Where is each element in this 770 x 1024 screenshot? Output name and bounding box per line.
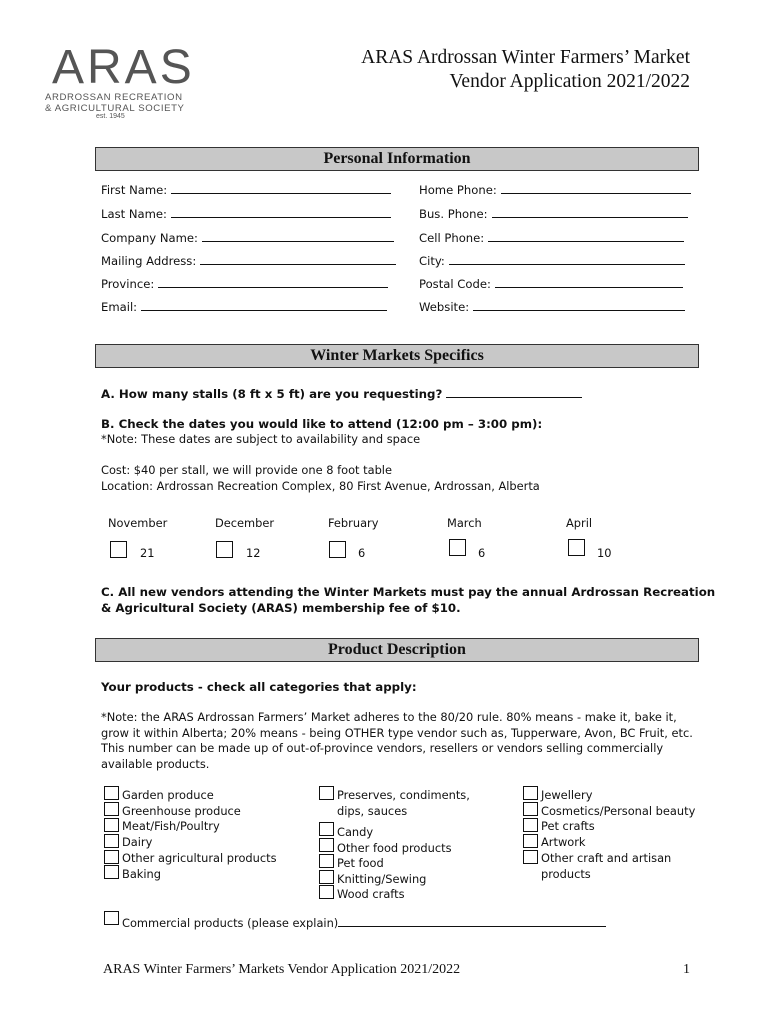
day-dec: 12 [246, 546, 261, 560]
date-checkbox-nov-21[interactable] [110, 541, 127, 558]
province-field[interactable] [101, 275, 388, 291]
question-c-line1: C. All new vendors attending the Winter Markets must pay the annual Ardrossan Recreation [101, 585, 716, 599]
home-phone-line[interactable] [501, 181, 691, 194]
personal-info-heading: Personal Information [95, 147, 699, 171]
email-label: Email: [101, 300, 138, 314]
first-name-label: First Name: [101, 183, 168, 197]
question-c-line2: & Agricultural Society (ARAS) membership fee of $10. [101, 600, 461, 615]
footer-text: ARAS Winter Farmers’ Markets Vendor Application 2021/2022 [103, 962, 461, 977]
province-label: Province: [101, 277, 155, 291]
checkbox-commercial[interactable] [104, 911, 119, 925]
postal-code-label: Postal Code: [419, 277, 491, 291]
label-commercial: Commercial products (please explain) [122, 916, 339, 930]
checkbox-knitting-sewing[interactable] [319, 870, 334, 884]
first-name-field[interactable] [101, 181, 391, 197]
website-field[interactable] [419, 298, 685, 314]
month-february: February [328, 516, 379, 530]
last-name-label: Last Name: [101, 207, 167, 221]
checkbox-pet-crafts[interactable] [523, 818, 538, 832]
label-candy: Candy [337, 825, 374, 839]
postal-code-line[interactable] [495, 275, 683, 288]
stalls-count-line[interactable] [446, 385, 582, 398]
location-text: Location: Ardrossan Recreation Complex, 80 First Avenue, Ardrossan, Alberta [101, 479, 540, 493]
date-checkbox-mar-6[interactable] [449, 539, 466, 556]
checkbox-jewellery[interactable] [523, 786, 538, 800]
rule-note [101, 710, 693, 772]
day-feb: 6 [358, 546, 366, 560]
label-other-craft-line1: Other craft and artisan [541, 851, 672, 865]
label-greenhouse-produce: Greenhouse produce [122, 804, 241, 818]
products-instruction: Your products - check all categories that apply: [101, 680, 417, 694]
question-a [101, 385, 582, 401]
date-checkbox-dec-12[interactable] [216, 541, 233, 558]
label-preserves-line2: dips, sauces [337, 803, 408, 818]
mailing-address-field[interactable] [101, 252, 396, 268]
last-name-field[interactable] [101, 205, 391, 221]
month-december: December [215, 516, 275, 530]
checkbox-other-agricultural[interactable] [104, 850, 119, 864]
month-march: March [447, 516, 482, 530]
province-line[interactable] [158, 275, 388, 288]
label-other-craft [541, 851, 671, 882]
website-line[interactable] [473, 298, 685, 311]
company-name-line[interactable] [202, 229, 394, 242]
question-a-text: A. How many stalls (8 ft x 5 ft) are you requesting? [101, 387, 443, 401]
rule-note-line4: available products. [101, 756, 210, 771]
day-apr: 10 [597, 546, 612, 560]
label-meat-fish-poultry: Meat/Fish/Poultry [122, 819, 220, 833]
month-april: April [566, 516, 593, 530]
label-other-agricultural: Other agricultural products [122, 851, 277, 865]
label-cosmetics: Cosmetics/Personal beauty [541, 804, 696, 818]
checkbox-preserves[interactable] [319, 786, 334, 800]
winter-markets-heading: Winter Markets Specifics [95, 344, 699, 368]
question-c [101, 585, 715, 616]
company-name-label: Company Name: [101, 231, 198, 245]
label-artwork: Artwork [541, 835, 586, 849]
label-preserves-line1: Preserves, condiments, [337, 788, 470, 802]
label-dairy: Dairy [122, 835, 153, 849]
aras-logo: ARAS [52, 41, 195, 94]
email-line[interactable] [141, 298, 387, 311]
postal-code-field[interactable] [419, 275, 683, 291]
title-line2: Vendor Application 2021/2022 [449, 71, 690, 92]
checkbox-other-food[interactable] [319, 838, 334, 852]
rule-note-line2: grow it within Alberta; 20% means - being OTHER type vendor such as, Tupperware, Avon, BC Fruit, etc. [101, 725, 693, 740]
last-name-line[interactable] [171, 205, 391, 218]
website-label: Website: [419, 300, 470, 314]
checkbox-garden-produce[interactable] [104, 786, 119, 800]
cell-phone-line[interactable] [488, 229, 684, 242]
label-pet-food: Pet food [337, 856, 384, 870]
day-nov: 21 [140, 546, 155, 560]
label-other-food: Other food products [337, 841, 452, 855]
label-wood-crafts: Wood crafts [337, 887, 405, 901]
cell-phone-label: Cell Phone: [419, 231, 485, 245]
city-field[interactable] [419, 252, 685, 268]
label-other-craft-line2: products [541, 866, 591, 881]
first-name-line[interactable] [171, 181, 391, 194]
label-knitting-sewing: Knitting/Sewing [337, 872, 427, 886]
rule-note-line3: This number can be made up of out-of-province vendors, resellers or vendors selling commercially [101, 741, 664, 756]
question-b: B. Check the dates you would like to attend (12:00 pm – 3:00 pm): [101, 417, 543, 431]
bus-phone-label: Bus. Phone: [419, 207, 488, 221]
label-pet-crafts: Pet crafts [541, 819, 595, 833]
day-mar: 6 [478, 546, 486, 560]
commercial-explain-line[interactable] [338, 914, 606, 927]
checkbox-wood-crafts[interactable] [319, 885, 334, 899]
checkbox-pet-food[interactable] [319, 854, 334, 868]
logo-est: est. 1945 [96, 113, 125, 120]
label-baking: Baking [122, 867, 162, 881]
checkbox-cosmetics[interactable] [523, 802, 538, 816]
home-phone-field[interactable] [419, 181, 691, 197]
cell-phone-field[interactable] [419, 229, 684, 245]
mailing-address-label: Mailing Address: [101, 254, 197, 268]
home-phone-label: Home Phone: [419, 183, 497, 197]
logo-subtitle-line1: ARDROSSAN RECREATION [45, 92, 183, 103]
city-line[interactable] [449, 252, 685, 265]
cost-text: Cost: $40 per stall, we will provide one 8 foot table [101, 463, 392, 477]
commercial-field[interactable] [122, 914, 606, 930]
checkbox-candy[interactable] [319, 822, 334, 836]
page-title [361, 46, 690, 94]
dates-note: *Note: These dates are subject to availability and space [101, 432, 421, 446]
label-jewellery: Jewellery [541, 788, 593, 802]
logo-subtitle-line2: & AGRICULTURAL SOCIETY [45, 103, 185, 114]
label-preserves [337, 788, 470, 819]
rule-note-line1: *Note: the ARAS Ardrossan Farmers’ Market adheres to the 80/20 rule. 80% means - make it, bake it, [101, 710, 677, 724]
month-november: November [108, 516, 168, 530]
checkbox-meat-fish-poultry[interactable] [104, 818, 119, 832]
checkbox-other-craft[interactable] [523, 850, 538, 864]
company-name-field[interactable] [101, 229, 394, 245]
checkbox-artwork[interactable] [523, 834, 538, 848]
checkbox-dairy[interactable] [104, 834, 119, 848]
title-line1: ARAS Ardrossan Winter Farmers’ Market [361, 47, 690, 68]
checkbox-baking[interactable] [104, 865, 119, 879]
product-description-heading: Product Description [95, 638, 699, 662]
date-checkbox-apr-10[interactable] [568, 539, 585, 556]
date-checkbox-feb-6[interactable] [329, 541, 346, 558]
bus-phone-line[interactable] [492, 205, 688, 218]
bus-phone-field[interactable] [419, 205, 688, 221]
label-garden-produce: Garden produce [122, 788, 214, 802]
mailing-address-line[interactable] [200, 252, 396, 265]
logo-subtitle [45, 92, 185, 114]
email-field[interactable] [101, 298, 387, 314]
checkbox-greenhouse-produce[interactable] [104, 802, 119, 816]
city-label: City: [419, 254, 445, 268]
page-number: 1 [683, 962, 690, 977]
